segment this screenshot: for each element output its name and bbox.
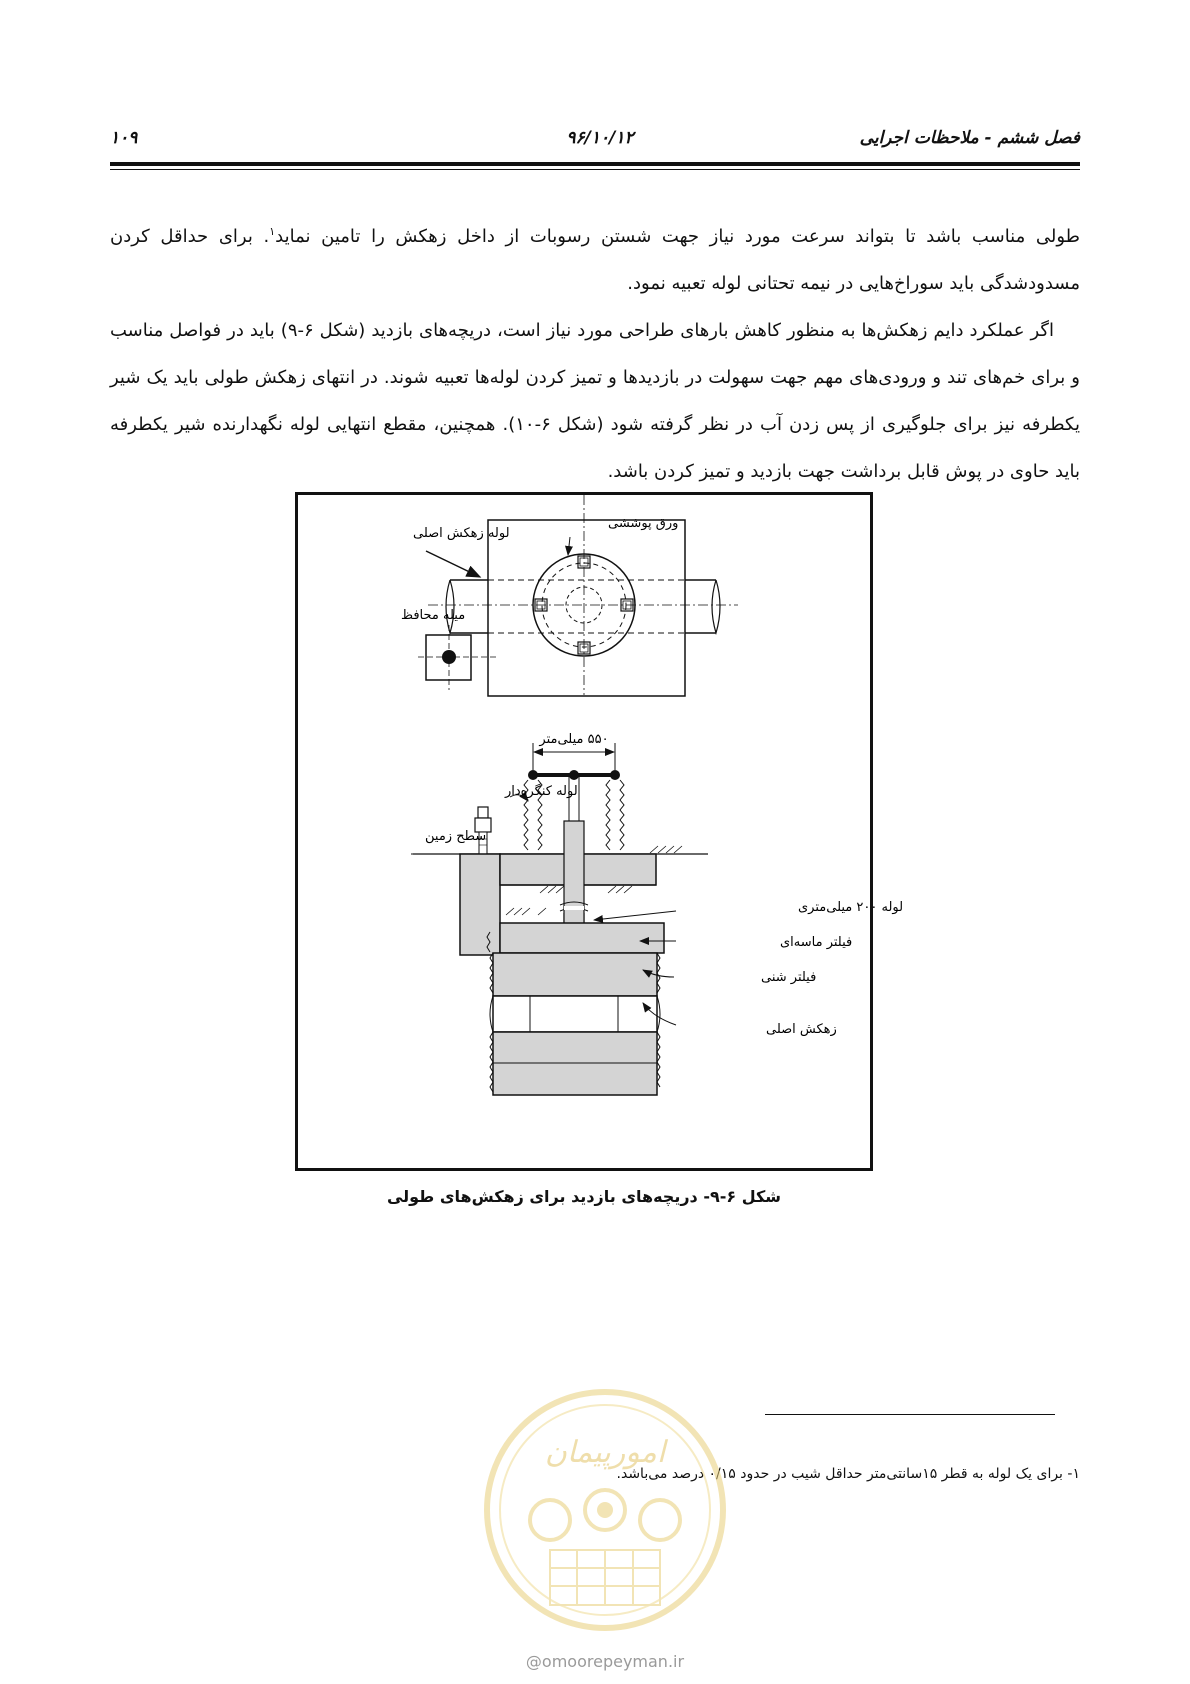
label-cover-plate: ورق پوششی (608, 516, 679, 531)
paragraph-2: اگر عملکرد دایم زهکش‌ها به منظور کاهش بارهای طراحی مورد نیاز است، دریچه‌های بازدید (شکل ۶-۹) باید در فواصل مناسب و برای خم‌های تند و ورودی‌های مهم جهت سهولت در بازدیدها و تمیز کردن لوله‌ها تعبیه شوند. در انتهای زهکش طولی باید یک شیر یکطرفه نیز برای جلوگیری از پس زدن آب در نظر گرفته شود (شکل ۶-۱۰). همچنین، مقطع انتهایی لوله نگهدارنده شیر یکطرفه باید حاوی در پوش قابل برداشت جهت بازدید و تمیز کردن باشد. (110, 320, 1081, 482)
paragraph-1-rest: . برای حداقل کردن مسدودشدگی باید سوراخ‌هایی در نیمه تحتانی لوله تعبیه نمود. (110, 226, 1080, 294)
label-sand-filter: فیلتر ماسه‌ای (780, 935, 853, 950)
figure-caption: شکل ۶-۹- دریچه‌های بازدید برای زهکش‌های طولی (386, 1187, 782, 1206)
figure-frame (295, 492, 904, 1171)
label-pipe-200mm: لوله ۲۰۰ میلی‌متری (798, 900, 904, 915)
footnote-text: ۱- برای یک لوله به قطر ۱۵سانتی‌متر حداقل شیب در حدود ۰/۱۵ درصد می‌باشد. (616, 1466, 1080, 1482)
footnote-ref[interactable]: ۱ (269, 225, 276, 238)
chapter-title: فصل ششم - ملاحظات اجرایی (859, 128, 1080, 148)
label-gravel-filter: فیلتر شنی (761, 970, 817, 985)
header-date: ۹۶/۱۰/۱۲ (566, 128, 634, 148)
watermark-url: @omoorepeyman.ir (525, 1652, 685, 1671)
label-ground-surface: سطح زمین (425, 829, 487, 844)
label-main-drain-pipe: لوله زهکش اصلی (413, 526, 510, 541)
sand-filter-layer (500, 923, 664, 953)
gravel-filter-layer (493, 953, 657, 996)
header-rule-thin (110, 169, 1080, 170)
label-main-drain: زهکش اصلی (766, 1022, 837, 1037)
inspection-chamber-diagram (298, 495, 904, 1168)
plan-view (401, 495, 738, 696)
chamber-plan-outline (488, 520, 685, 696)
label-dimension: ۵۵۰ میلی‌متر (539, 732, 609, 747)
pipe-left (450, 580, 488, 633)
paragraph-1-text: طولی مناسب باشد تا بتواند سرعت مورد نیاز جهت شستن رسوبات از داخل زهکش را تامین نماید (275, 226, 1081, 247)
paragraph-1 (110, 208, 1080, 307)
watermark-logo-text: امورپیمان (544, 1435, 666, 1470)
page-number: ۱۰۹ (110, 128, 138, 148)
label-castellated-pipe: لوله کنگره‌دار (505, 784, 578, 799)
pipe-right (685, 580, 716, 633)
watermark-logo (480, 1370, 730, 1650)
main-drain-section (493, 996, 657, 1032)
section-view (411, 732, 903, 1095)
footnote-rule (765, 1414, 1055, 1415)
body-text (110, 208, 1080, 495)
guard-post-block (460, 854, 500, 955)
castellated-pipe-right (606, 780, 610, 850)
header-rule-thick (110, 162, 1080, 166)
label-guard-rod: میله محافظ (401, 608, 466, 623)
